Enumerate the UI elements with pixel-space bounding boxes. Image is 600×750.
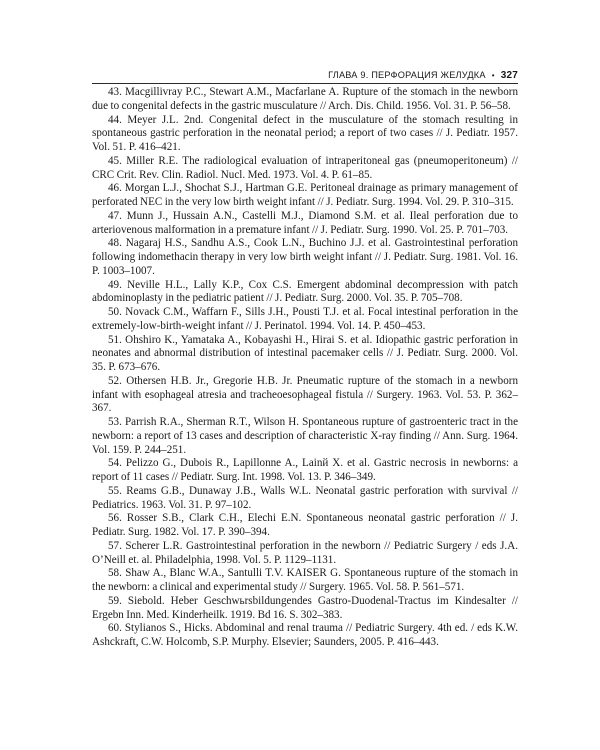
reference-45: 45. Miller R.E. The radiological evaluation of intraperitoneal gas (pneumoperitoneum) // CRC Crit. Rev. Clin. Radiol. Nucl. Med. 1973. Vol. 4. P. 61–85. <box>92 154 518 181</box>
chapter-title: ГЛАВА 9. ПЕРФОРАЦИЯ ЖЕЛУДКА <box>328 70 486 80</box>
reference-46: 46. Morgan L.J., Shochat S.J., Hartman G.E. Peritoneal drainage as primary management of perforated NEC in the very low birth weight infant // J. Pediatr. Surg. 1994. Vol. 29. P. 310–315. <box>92 182 518 208</box>
reference-47: 47. Munn J., Hussain A.N., Castelli M.J., Diamond S.M. et al. Ileal perforation due to arteriovenous malformation in a premature infant // J. Pediatr. Surg. 1990. Vol. 25. P. 701–703. <box>92 209 518 236</box>
reference-54: 54. Pelizzo G., Dubois R., Lapillonne A., Lainй X. et al. Gastric necrosis in newborns: a report of 11 cases // Pediatr. Surg. Int. 1998. Vol. 13. P. 346–349. <box>92 457 518 483</box>
reference-56: 56. Rosser S.B., Clark C.H., Elechi E.N. Spontaneous neonatal gastric perforation // J. Pediatr. Surg. 1982. Vol. 17. P. 390–394. <box>92 512 518 538</box>
page-number: 327 <box>500 69 518 81</box>
running-head <box>92 68 518 82</box>
reference-59: 59. Siebold. Heber Geschwьrsbildungendes Gastro-Duodenal-Tractus im Kindesalter // Ergebn Inn. Med. Kinderheilk. 1919. Bd 16. S. 302–383. <box>92 594 518 621</box>
reference-53: 53. Parrish R.A., Sherman R.T., Wilson H. Spontaneous rupture of gastroenteric tract in the newborn: a report of 13 cases and description of characteristic X-ray finding // Ann. Surg. 1964. Vol. 159. P. 244–251. <box>92 416 518 456</box>
reference-57: 57. Scherer L.R. Gastrointestinal perforation in the newborn // Pediatric Surgery / eds J.A. O’Neill et. al. Philadelphia, 1998. Vol. 5. P. 1129–1131. <box>92 539 518 566</box>
reference-52: 52. Othersen H.B. Jr., Gregorie H.B. Jr. Pneumatic rupture of the stomach in a newborn infant with esophageal atresia and tracheoesophageal fistula // Surgery. 1963. Vol. 53. P. 362–367. <box>92 374 518 415</box>
reference-49: 49. Neville H.L., Lally K.P., Cox C.S. Emergent abdominal decompression with patch abdominoplasty in the pediatric patient // J. Pediatr. Surg. 2000. Vol. 35. P. 705–708. <box>92 278 518 305</box>
reference-43: 43. Macgillivray P.C., Stewart A.M., Macfarlane A. Rupture of the stomach in the newborn due to congenital defects in the gastric musculature // Arch. Dis. Child. 1956. Vol. 31. P. 56–58. <box>92 86 518 112</box>
reference-60: 60. Stylianos S., Hicks. Abdominal and renal trauma // Pediatric Surgery. 4th ed. / eds K.W. Ashckraft, C.W. Holcomb, S.P. Murphy. Elsevier; Saunders, 2005. P. 416–443. <box>92 622 518 648</box>
header-rule <box>92 83 518 84</box>
reference-44: 44. Meyer J.L. 2nd. Congenital defect in the musculature of the stomach resulting in spontaneous gastric perforation in the neonatal period; a report of two cases // J. Pediatr. 1957. Vol. 51. P. 416–421. <box>92 113 518 153</box>
reference-50: 50. Novack C.M., Waffarn F., Sills J.H., Pousti T.J. et al. Focal intestinal perforation in the extremely-low-birth-weight infant // J. Perinatol. 1994. Vol. 14. P. 450–453. <box>92 306 518 332</box>
reference-48: 48. Nagaraj H.S., Sandhu A.S., Cook L.N., Buchino J.J. et al. Gastrointestinal perforation following indomethacin therapy in very low birth weight infant // J. Pediatr. Surg. 1981. Vol. 16. P. 1003–1007. <box>92 237 518 277</box>
reference-55: 55. Reams G.B., Dunaway J.B., Walls W.L. Neonatal gastric perforation with survival // Pediatrics. 1963. Vol. 31. P. 97–102. <box>92 484 518 511</box>
bullet-separator: • <box>491 70 495 80</box>
reference-51: 51. Ohshiro K., Yamataka A., Kobayashi H., Hirai S. et al. Idiopathic gastric perforation in neonates and abnormal distribution of intestinal pacemaker cells // J. Pediatr. Surg. 2000. Vol. 35. P. 673–676. <box>92 333 518 373</box>
reference-list <box>92 86 518 650</box>
reference-58: 58. Shaw A., Blanc W.A., Santulli T.V. KAISER G. Spontaneous rupture of the stomach in the newborn: a clinical and experimental study // Surgery. 1965. Vol. 58. P. 561–571. <box>92 567 518 593</box>
